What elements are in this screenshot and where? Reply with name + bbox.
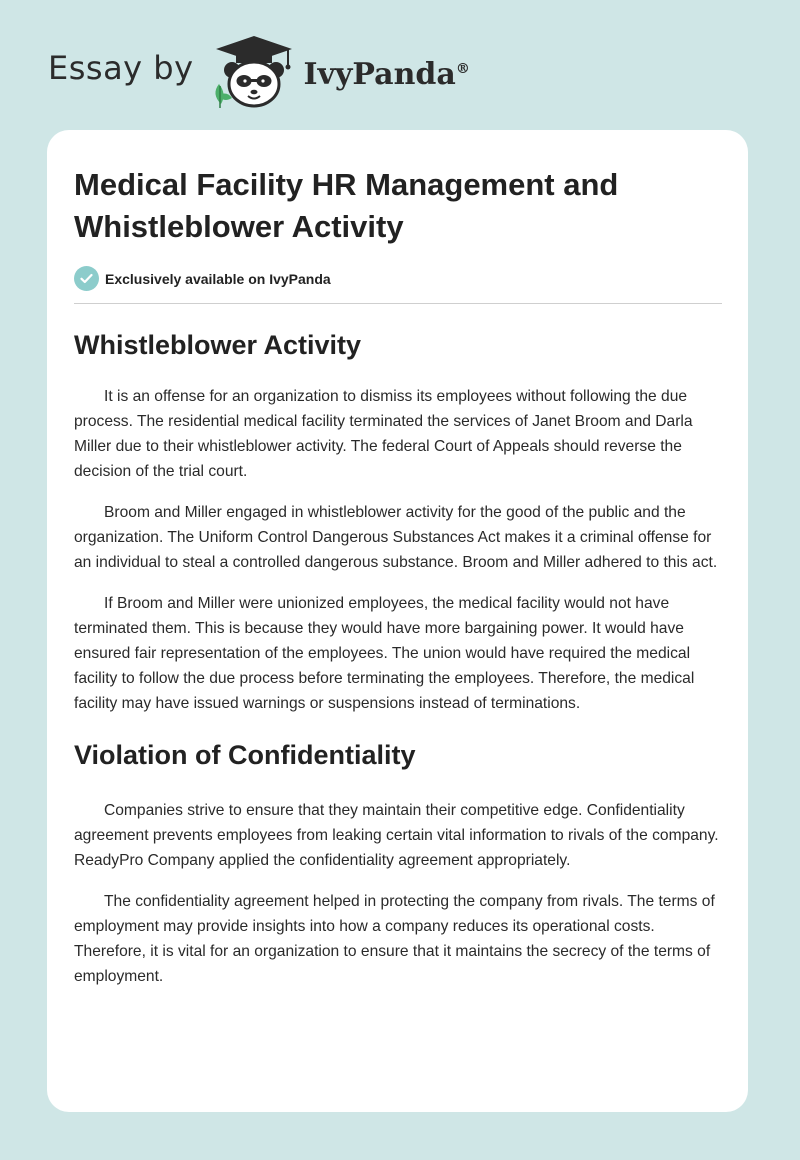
page-title: Medical Facility HR Management and Whistleblower Activity <box>74 167 619 244</box>
brand-prefix: Essay by <box>48 49 194 87</box>
panda-logo-icon <box>208 32 300 112</box>
brand-name <box>304 57 470 92</box>
essay-card <box>47 130 748 1112</box>
exclusive-badge-text: Exclusively available on IvyPanda <box>105 270 331 287</box>
paragraph: Companies strive to ensure that they maintain their competitive edge. Confidentiality agreement prevents employees from leaking certain vital information to rivals of the company. ReadyPro Company applied the confidentiality agreement appropriately. <box>74 802 719 869</box>
paragraph: Broom and Miller engaged in whistleblower activity for the good of the public and the organization. The Uniform Control Dangerous Substances Act makes it a criminal offense for an individual to steal a controlled dangerous substance. Broom and Miller adhered to this act. <box>74 504 718 571</box>
brand-header[interactable] <box>48 32 470 112</box>
registered-mark: ® <box>455 60 470 77</box>
exclusive-badge <box>74 266 722 304</box>
paragraph: It is an offense for an organization to dismiss its employees without following the due process. The residential medical facility terminated the services of Janet Broom and Darla Miller due to their whistleblower activity. The federal Court of Appeals should reverse the decision of the trial court. <box>74 388 693 480</box>
paragraph: If Broom and Miller were unionized employees, the medical facility would not have terminated them. This is because they would have more bargaining power. It would have ensured fair representation of the employees. The union would have required the medical facility to follow the due process before terminating the employees. Therefore, the medical facility may have issued warnings or suspensions instead of terminations. <box>74 595 695 712</box>
brand-name-text: IvyPanda <box>303 56 456 92</box>
check-icon <box>74 266 99 291</box>
paragraph: The confidentiality agreement helped in protecting the company from rivals. The terms of employment may provide insights into how a company reduces its operational costs. Therefore, it is vital for an organization to ensure that it maintains the secrecy of the terms of employment. <box>74 893 715 985</box>
section-heading: Whistleblower Activity <box>74 330 362 360</box>
section-heading: Violation of Confidentiality <box>74 740 416 770</box>
